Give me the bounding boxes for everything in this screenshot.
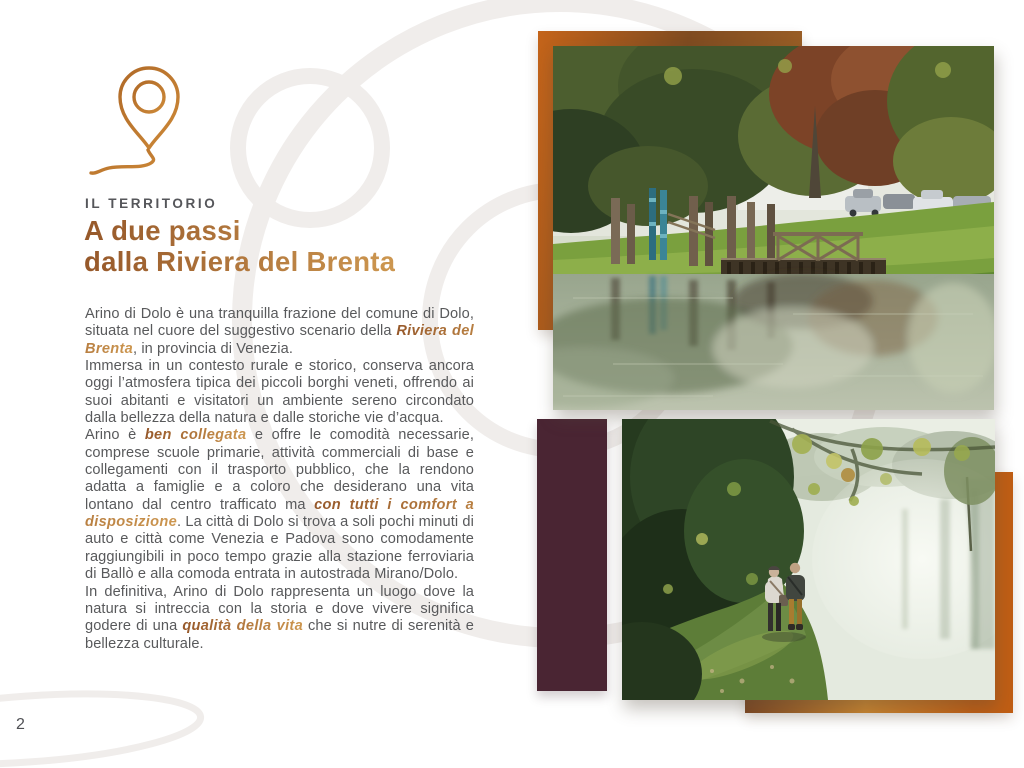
text-run: Immersa in un contesto rurale e storico, conserva ancora oggi l’atmosfera tipica dei piccoli borghi veneti, offrendo ai suoi abitanti e visitatori un ambiente sereno circondato dalla bellezza della natura e dalle storiche vie d’acqua. [85, 358, 474, 427]
text-run: Arino è [85, 427, 145, 444]
page-title [84, 215, 395, 277]
riverbank-photo-art [622, 419, 995, 700]
text-run: Arino di Dolo è una tranquilla frazione del comune di Dolo, situata nel cuore del suggestivo scenario della [85, 306, 474, 340]
canal-photo-art [553, 46, 994, 410]
text-run: e offre le comodità necessarie, comprese scuole primarie, attività commerciali di base e collegamenti con il trasporto pubblico, che la rendono adatta a famiglie e a coloro che desiderano una vita lontano dal centro trafficato ma [85, 427, 474, 513]
text-run: . La città di Dolo si trova a soli pochi minuti di auto e città come Venezia e Padova sono comodamente raggiungibili in poco tempo grazie alla stazione ferroviaria di Ballò e alla comoda entrata in autostrada Mirano/Dolo. [85, 514, 474, 583]
title-line-2: dalla Riviera del Brenta [84, 246, 396, 277]
body-paragraph [85, 306, 474, 358]
canal-photo [553, 46, 994, 410]
riverbank-walk-photo [622, 419, 995, 700]
text-run: In definitiva, Arino di Dolo rappresenta un luogo dove la natura si intreccia con la storia e dove vivere significa godere di una [85, 583, 474, 635]
emphasis-phrase: con tutti i comfort a disposizione [85, 496, 474, 531]
emphasis-phrase: qualità della vita [182, 618, 304, 635]
body-text [85, 306, 474, 653]
body-paragraph [85, 427, 474, 583]
title-line-1: A due passi [84, 215, 395, 246]
page-number: 2 [16, 716, 25, 733]
location-pin-icon [78, 58, 188, 180]
emphasis-phrase: ben collegata [144, 427, 247, 444]
body-paragraph [85, 584, 474, 653]
text-run: che si nutre di serenità e bellezza culturale. [85, 618, 474, 652]
maroon-rect-decor [537, 419, 607, 691]
text-run: , in provincia di Venezia. [133, 340, 294, 357]
emphasis-phrase: Riviera del Brenta [85, 323, 474, 357]
body-paragraph [85, 358, 474, 427]
section-kicker: IL TERRITORIO [85, 196, 218, 211]
